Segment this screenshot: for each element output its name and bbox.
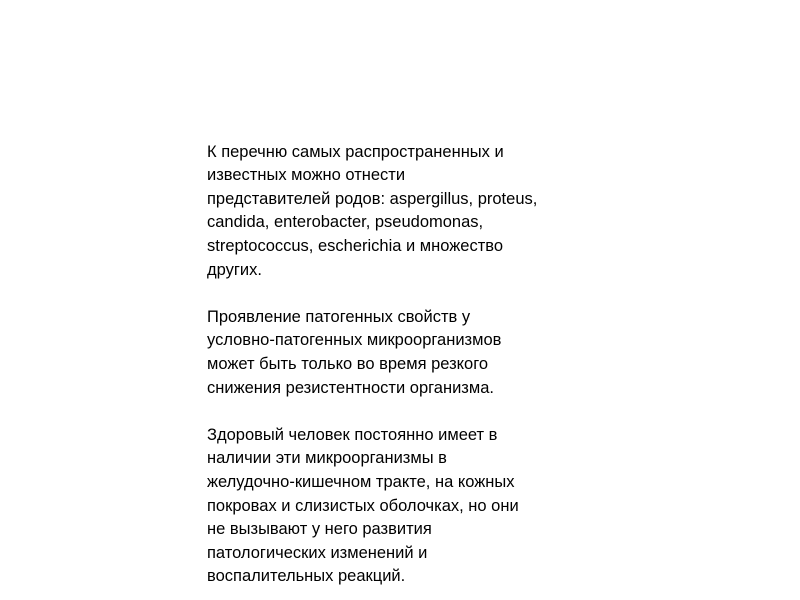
paragraph-pathogenic-properties: Проявление патогенных свойств у условно-патогенных микроорганизмов может быть только во время резкого снижения резистентности организма. [207,307,502,397]
slide-text-block [207,117,547,600]
paragraph-healthy-person: Здоровый человек постоянно имеет в наличии эти микроорганизмы в желудочно-кишечном тракте, на кожных покровах и слизистых оболочках, но они не вызывают у него развития патологических изменений и воспалительных реакций. [207,425,519,586]
paragraph-species-list: К перечню самых распространенных и известных можно отнести представителей родов: aspergillus, proteus, candida, enterobacter, pseudomonas, streptococcus, escherichia и множество других. [207,142,538,279]
